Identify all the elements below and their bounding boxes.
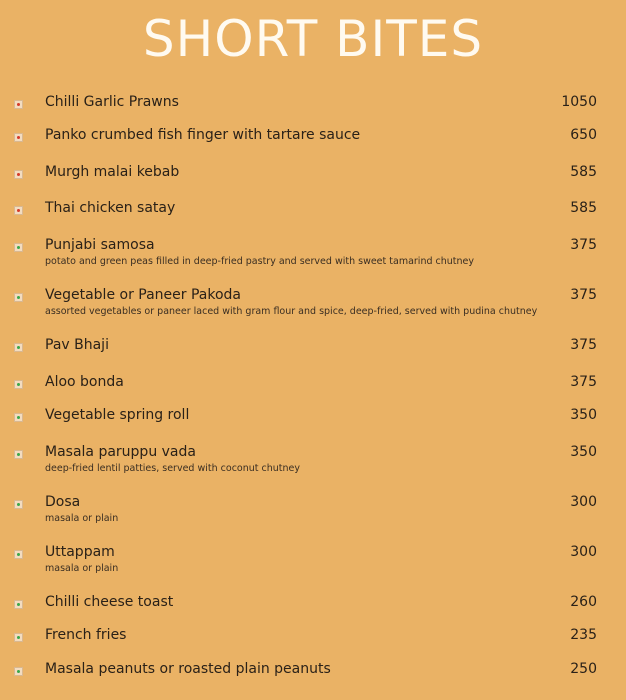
item-price: 375 xyxy=(570,287,597,303)
item-price: 585 xyxy=(570,200,597,216)
non-veg-icon xyxy=(14,170,23,179)
item-name: Murgh malai kebab xyxy=(45,164,180,180)
item-name: Panko crumbed fish finger with tartare sauce xyxy=(45,127,361,143)
item-price: 350 xyxy=(570,444,597,460)
menu-title: SHORT BITES xyxy=(142,10,484,68)
item-name: Punjabi samosa xyxy=(45,237,155,253)
veg-icon xyxy=(14,380,23,389)
item-price: 300 xyxy=(570,544,597,560)
item-price: 250 xyxy=(570,661,597,677)
non-veg-icon xyxy=(14,206,23,215)
item-name: Chilli cheese toast xyxy=(45,594,174,610)
item-price: 650 xyxy=(570,127,597,143)
item-price: 585 xyxy=(570,164,597,180)
item-description: deep-fried lentil patties, served with coconut chutney xyxy=(45,463,300,474)
item-price: 375 xyxy=(570,237,597,253)
veg-icon xyxy=(14,293,23,302)
item-name: French fries xyxy=(45,627,127,643)
item-price: 235 xyxy=(570,627,597,643)
item-price: 350 xyxy=(570,407,597,423)
veg-icon xyxy=(14,450,23,459)
non-veg-icon xyxy=(14,133,23,142)
item-name: Pav Bhaji xyxy=(45,337,109,353)
veg-icon xyxy=(14,243,23,252)
item-price: 260 xyxy=(570,594,597,610)
veg-icon xyxy=(14,550,23,559)
item-name: Aloo bonda xyxy=(45,374,124,390)
veg-icon xyxy=(14,600,23,609)
item-name: Dosa xyxy=(45,494,81,510)
item-name: Masala peanuts or roasted plain peanuts xyxy=(45,661,331,677)
item-price: 1050 xyxy=(561,94,597,110)
item-description: potato and green peas filled in deep-fried pastry and served with sweet tamarind chutney xyxy=(45,256,474,267)
item-price: 375 xyxy=(570,374,597,390)
veg-icon xyxy=(14,413,23,422)
non-veg-icon xyxy=(14,100,23,109)
item-name: Masala paruppu vada xyxy=(45,444,196,460)
item-price: 375 xyxy=(570,337,597,353)
item-description: assorted vegetables or paneer laced with gram flour and spice, deep-fried, served with pudina chutney xyxy=(45,306,538,317)
item-name: Vegetable or Paneer Pakoda xyxy=(45,287,242,303)
item-name: Uttappam xyxy=(45,544,115,560)
veg-icon xyxy=(14,633,23,642)
item-description: masala or plain xyxy=(45,513,119,524)
veg-icon xyxy=(14,343,23,352)
item-price: 300 xyxy=(570,494,597,510)
item-name: Vegetable spring roll xyxy=(45,407,190,423)
item-name: Chilli Garlic Prawns xyxy=(45,94,179,110)
item-name: Thai chicken satay xyxy=(45,200,176,216)
veg-icon xyxy=(14,500,23,509)
item-description: masala or plain xyxy=(45,563,119,574)
veg-icon xyxy=(14,667,23,676)
